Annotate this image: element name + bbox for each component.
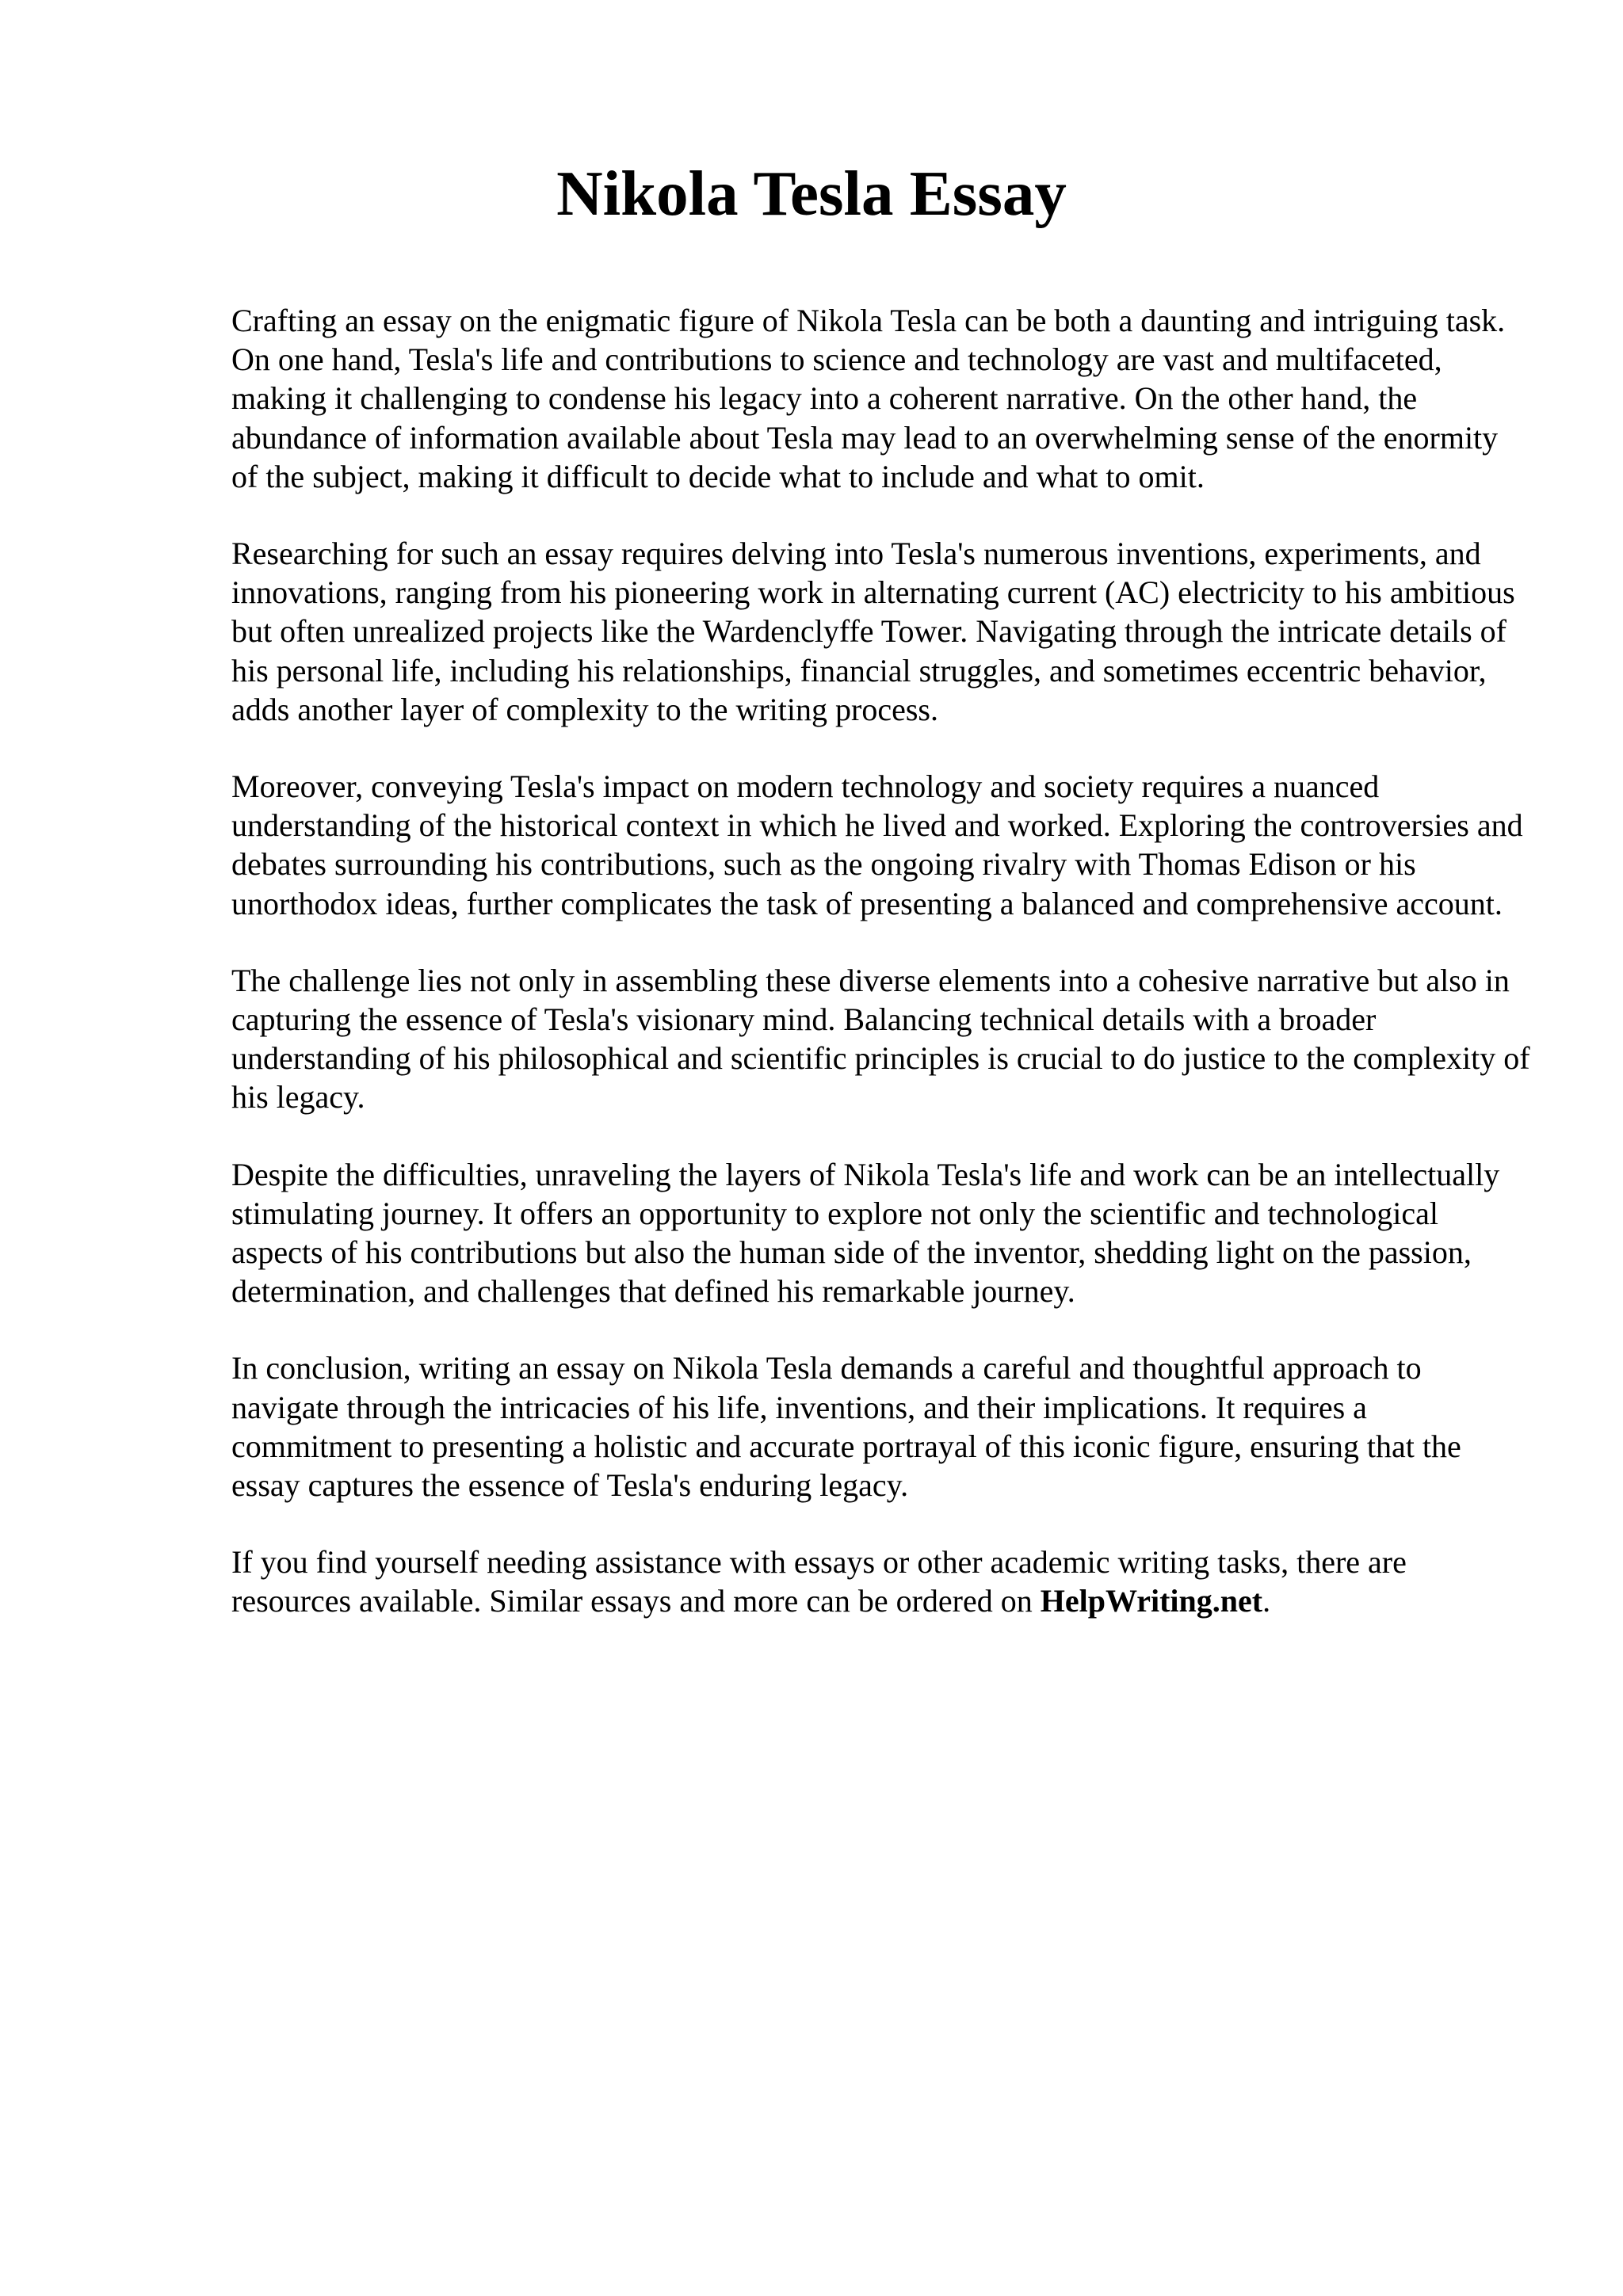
document-title: Nikola Tesla Essay bbox=[556, 158, 1067, 229]
paragraph-4: The challenge lies not only in assembling these diverse elements into a cohesive narrative but also in capturing the essence of Tesla's visionary mind. Balancing technical details with a broader understanding of his philosophical and scientific principles is crucial to do justice to the complexity of his legacy. bbox=[231, 962, 1530, 1116]
essay-body bbox=[231, 301, 1531, 1659]
paragraph-1: Crafting an essay on the enigmatic figure of Nikola Tesla can be both a daunting and intriguing task. On one hand, Tesla's life and contributions to science and technology are vast and multifaceted, making it challenging to condense his legacy into a coherent narrative. On the other hand, the abundance of information available about Tesla may lead to an overwhelming sense of the enormity of the subject, making it difficult to decide what to include and what to omit. bbox=[231, 303, 1506, 494]
paragraph-3: Moreover, conveying Tesla's impact on modern technology and society requires a nuanced understanding of the historical context in which he lived and worked. Exploring the controversies and debates surrounding his contributions, such as the ongoing rivalry with Thomas Edison or his unorthodox ideas, further complicates the task of presenting a balanced and comprehensive account. bbox=[231, 769, 1523, 921]
paragraph-5: Despite the difficulties, unraveling the layers of Nikola Tesla's life and work can be an intellectually stimulating journey. It offers an opportunity to explore not only the scientific and technological aspects of his contributions but also the human side of the inventor, shedding light on the passion, determination, and challenges that defined his remarkable journey. bbox=[231, 1156, 1500, 1310]
paragraph-6: In conclusion, writing an essay on Nikola Tesla demands a careful and thoughtful approach to navigate through the intricacies of his life, inventions, and their implications. It requires a commitment to presenting a holistic and accurate portrayal of this iconic figure, ensuring that the essay captures the essence of Tesla's enduring legacy. bbox=[231, 1350, 1461, 1504]
closing-period: . bbox=[1262, 1583, 1271, 1619]
closing-paragraph bbox=[231, 1543, 1531, 1620]
closing-text: If you find yourself needing assistance with essays or other academic writing tasks, there are resources available. Similar essays and more can be ordered on bbox=[231, 1544, 1407, 1619]
brand-name: HelpWriting.net bbox=[1040, 1583, 1263, 1619]
paragraph-2: Researching for such an essay requires delving into Tesla's numerous inventions, experiments, and innovations, ranging from his pioneering work in alternating current (AC) electricity to his ambitious but often unrealized projects like the Wardenclyffe Tower. Navigating through the intricate details of his personal life, including his relationships, financial struggles, and sometimes eccentric behavior, adds another layer of complexity to the writing process. bbox=[231, 536, 1515, 727]
